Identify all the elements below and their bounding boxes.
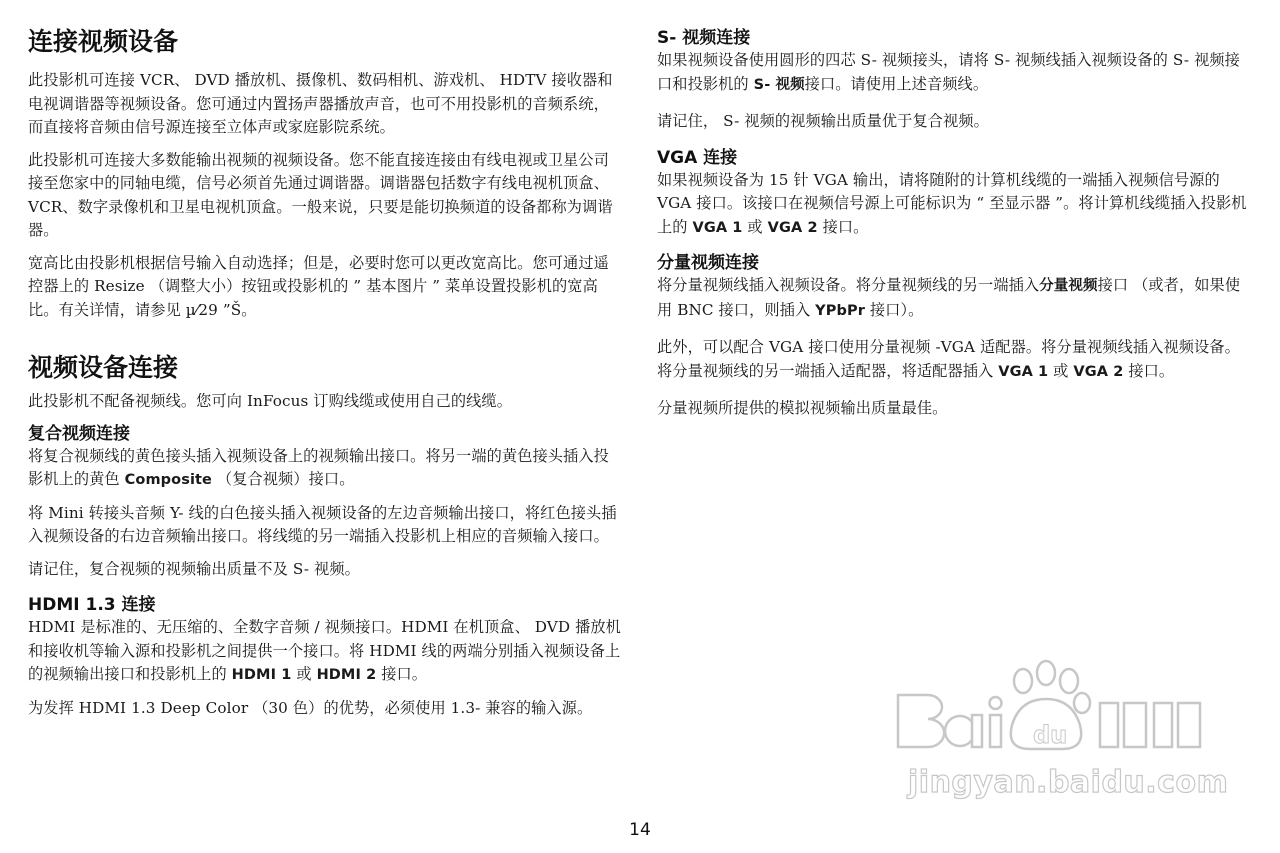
paragraph-composite-quality: 请记住，复合视频的视频输出质量不及 S- 视频。 (28, 559, 360, 578)
paragraph-hdmi: HDMI 是标准的、无压缩的、全数字音频 / 视频接口。HDMI 在机顶盒、 DVD 播放机和接收机等输入源和投影机之间提供一个接口。将 HDMI 线的两端分别插入视频设备上的视频输出接口和投影机上的 HDMI 1 或 HDMI 2 接口。 (28, 618, 621, 683)
heading-video-device-connection: 视频设备连接 (28, 353, 179, 382)
heading-svideo: S- 视频连接 (657, 28, 751, 48)
left-column (28, 0, 623, 720)
vga1-port-label: VGA 1 (692, 219, 743, 236)
paragraph-no-cable: 此投影机不配备视频线。您可向 InFocus 订购线缆或使用自己的线缆。 (28, 392, 513, 410)
right-column (657, 0, 1252, 421)
baidu-paw-logo-icon (892, 655, 1222, 760)
adapter-vga2-label: VGA 2 (1073, 363, 1124, 380)
composite-port-label: Composite (124, 472, 212, 488)
paragraph-component-quality: 分量视频所提供的模拟视频输出质量最佳。 (657, 399, 948, 417)
component-port-label: 分量视频 (1039, 278, 1098, 294)
svideo-port-label: S- 视频 (753, 76, 805, 93)
heading-component: 分量视频连接 (657, 253, 759, 273)
paragraph-aspect-ratio: 宽高比由投影机根据信号输入自动选择；但是，必要时您可以更改宽高比。您可通过遥控器上的 Resize （调整大小）按钮或投影机的 ” 基本图片 ” 菜单设置投影机的宽高比。有关详情，请参见 µ⁄29 ”Š。 (28, 253, 609, 319)
heading-vga: VGA 连接 (657, 147, 738, 168)
hdmi2-port-label: HDMI 2 (316, 667, 377, 683)
paragraph-svideo-quality: 请记住， S- 视频的视频输出质量优于复合视频。 (657, 112, 989, 130)
paragraph-component: 将分量视频线插入视频设备。将分量视频线的另一端插入分量视频接口 （或者，如果使用 BNC 接口，则插入 YPbPr 接口）。 (657, 276, 1241, 319)
heading-composite: 复合视频连接 (28, 423, 130, 444)
page-number: 14 (629, 820, 651, 840)
paragraph-deep-color: 为发挥 HDMI 1.3 Deep Color （30 色）的优势，必须使用 1.3- 兼容的输入源。 (28, 698, 593, 717)
heading-hdmi: HDMI 1.3 连接 (28, 595, 156, 615)
paragraph-intro: 此投影机可连接 VCR、 DVD 播放机、摄像机、数码相机、游戏机、 HDTV 接收器和电视调谐器等视频设备。您可通过内置扬声器播放声音，也可不用投影机的音频系统，而直接将音频由信号源连接至立体声或家庭影院系统。 (28, 71, 613, 136)
paragraph-vga: 如果视频设备为 15 针 VGA 输出，请将随附的计算机线缆的一端插入视频信号源的 VGA 接口。该接口在视频信号源上可能标识为 “ 至显示器 ”。将计算机线缆插入投影机上的 VGA 1 或 VGA 2 接口。 (657, 170, 1247, 236)
paragraph-tuner: 此投影机可连接大多数能输出视频的视频设备。您不能直接连接由有线电视或卫星公司接至您家中的同轴电缆，信号必须首先通过调谐器。调谐器包括数字有线电视机顶盒、 VCR、数字录像机和卫星电视机顶盒。一般来说，只要是能切换频道的设备都称为调谐器。 (28, 150, 613, 239)
paragraph-svideo: 如果视频设备使用圆形的四芯 S- 视频接头，请将 S- 视频线插入视频设备的 S- 视频接口和投影机的 S- 视频接口。请使用上述音频线。 (657, 51, 1240, 93)
svg-text:du: du (1033, 721, 1068, 749)
heading-connect-video-devices: 连接视频设备 (28, 27, 179, 56)
watermark-url: jingyan.baidu.com (908, 765, 1229, 800)
hdmi1-port-label: HDMI 1 (231, 667, 292, 683)
vga2-port-label: VGA 2 (767, 219, 818, 236)
baidu-jingyan-watermark (892, 655, 1229, 805)
paragraph-audio-y-cable: 将 Mini 转接头音频 Y- 线的白色接头插入视频设备的左边音频输出接口，将红色接头插入视频设备的右边音频输出接口。将线缆的另一端插入投影机上相应的音频输入接口。 (28, 503, 617, 545)
ypbpr-port-label: YPbPr (815, 302, 865, 319)
paragraph-composite: 将复合视频线的黄色接头插入视频设备上的视频输出接口。将另一端的黄色接头插入投影机上的黄色 Composite （复合视频）接口。 (28, 446, 609, 488)
paragraph-component-vga-adapter: 此外，可以配合 VGA 接口使用分量视频 -VGA 适配器。将分量视频线插入视频设备。将分量视频线的另一端插入适配器，将适配器插入 VGA 1 或 VGA 2 接口。 (657, 338, 1240, 380)
adapter-vga1-label: VGA 1 (998, 363, 1049, 380)
